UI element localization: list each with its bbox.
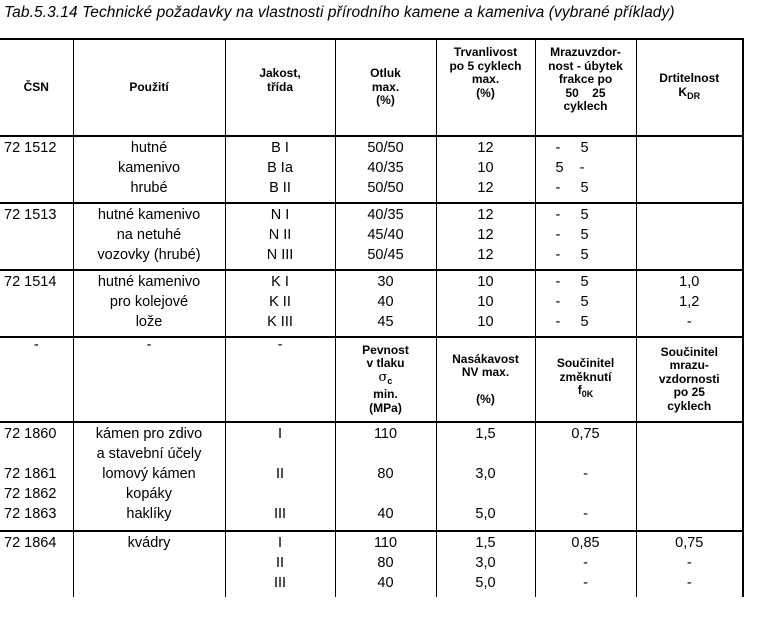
table-row (0, 136, 743, 203)
otluk-cell: 30 40 45 (335, 270, 436, 337)
grade-cell: N I N II N III (225, 203, 335, 270)
otluk-cell: 40/35 45/40 50/45 (335, 203, 436, 270)
otluk-cell: 50/50 40/35 50/50 (335, 136, 436, 203)
mraz-cell: - 5 - 5 - 5 (535, 203, 636, 270)
grade-cell: I II III (225, 531, 335, 597)
trvanlivost-cell: 12 12 12 (436, 203, 535, 270)
csn-cell: 72 1514 (0, 270, 73, 337)
subheader-dash: - (225, 337, 335, 422)
use-cell: hutné kamenivo hrubé (73, 136, 225, 203)
pevnost-cell: 110 80 40 (335, 531, 436, 597)
subheader-row (0, 337, 743, 422)
mz-cell (636, 422, 743, 531)
header-soucinitel-zmeknuti: Součinitel změknutí $f_{0K}$ (535, 337, 636, 422)
table-caption: Tab.5.3.14 Technické požadavky na vlastnosti přírodního kamene a kameniva (vybrané příklady) (4, 4, 675, 21)
soucinitel-cell: 0,75 - - (535, 422, 636, 531)
mraz-cell: - 5 - 5 - 5 (535, 270, 636, 337)
grade-cell: B I B Ia B II (225, 136, 335, 203)
header-nasakavost: Nasákavost NV max. (%) (436, 337, 535, 422)
use-cell: kámen pro zdivo a stavební účely lomový kámen kopáky haklíky (73, 422, 225, 531)
header-trvanlivost: Trvanlivost po 5 cyklech max. (%) (436, 39, 535, 136)
header-otluk: Otluk max. (%) (335, 39, 436, 136)
mraz-cell: - 5 5 - - 5 (535, 136, 636, 203)
csn-cell: 72 1860 72 1861 72 1862 72 1863 (0, 422, 73, 531)
pevnost-cell: 110 80 40 (335, 422, 436, 531)
csn-cell: 72 1513 (0, 203, 73, 270)
subheader-dash: - (73, 337, 225, 422)
soucinitel-cell: 0,85 - - (535, 531, 636, 597)
trvanlivost-cell: 12 10 12 (436, 136, 535, 203)
subheader-dash: - (0, 337, 73, 422)
csn-cell: 72 1864 (0, 531, 73, 597)
grade-cell: K I K II K III (225, 270, 335, 337)
table-row (0, 531, 743, 597)
nasakavost-cell: 1,5 3,0 5,0 (436, 422, 535, 531)
drt-cell: 1,0 1,2 - (636, 270, 743, 337)
use-cell: kvádry (73, 531, 225, 597)
header-jakost: Jakost, třída (225, 39, 335, 136)
table-row (0, 203, 743, 270)
header-pevnost: Pevnost v tlaku $\sigma_c$ min. (MPa) (335, 337, 436, 422)
header-pouziti: Použití (73, 39, 225, 136)
table-row (0, 422, 743, 531)
drt-cell (636, 136, 743, 203)
header-row (0, 39, 743, 136)
use-cell: hutné kamenivo na netuhé vozovky (hrubé) (73, 203, 225, 270)
use-cell: hutné kamenivo pro kolejové lože (73, 270, 225, 337)
requirements-table (0, 38, 744, 597)
header-drtitelnost: Drtitelnost $K_{DR}$ (636, 39, 743, 136)
header-csn: ČSN (0, 39, 73, 136)
mz-cell: 0,75 - - (636, 531, 743, 597)
nasakavost-cell: 1,5 3,0 5,0 (436, 531, 535, 597)
csn-cell: 72 1512 (0, 136, 73, 203)
trvanlivost-cell: 10 10 10 (436, 270, 535, 337)
grade-cell: I II III (225, 422, 335, 531)
table-row (0, 270, 743, 337)
header-soucinitel-mrazuvzdornosti: Součinitel mrazu- vzdornosti po 25 cyklech (636, 337, 743, 422)
header-mrazuvzdornost: Mrazuvzdor- nost - úbytek frakce po 50 25 cyklech (535, 39, 636, 136)
drt-cell (636, 203, 743, 270)
